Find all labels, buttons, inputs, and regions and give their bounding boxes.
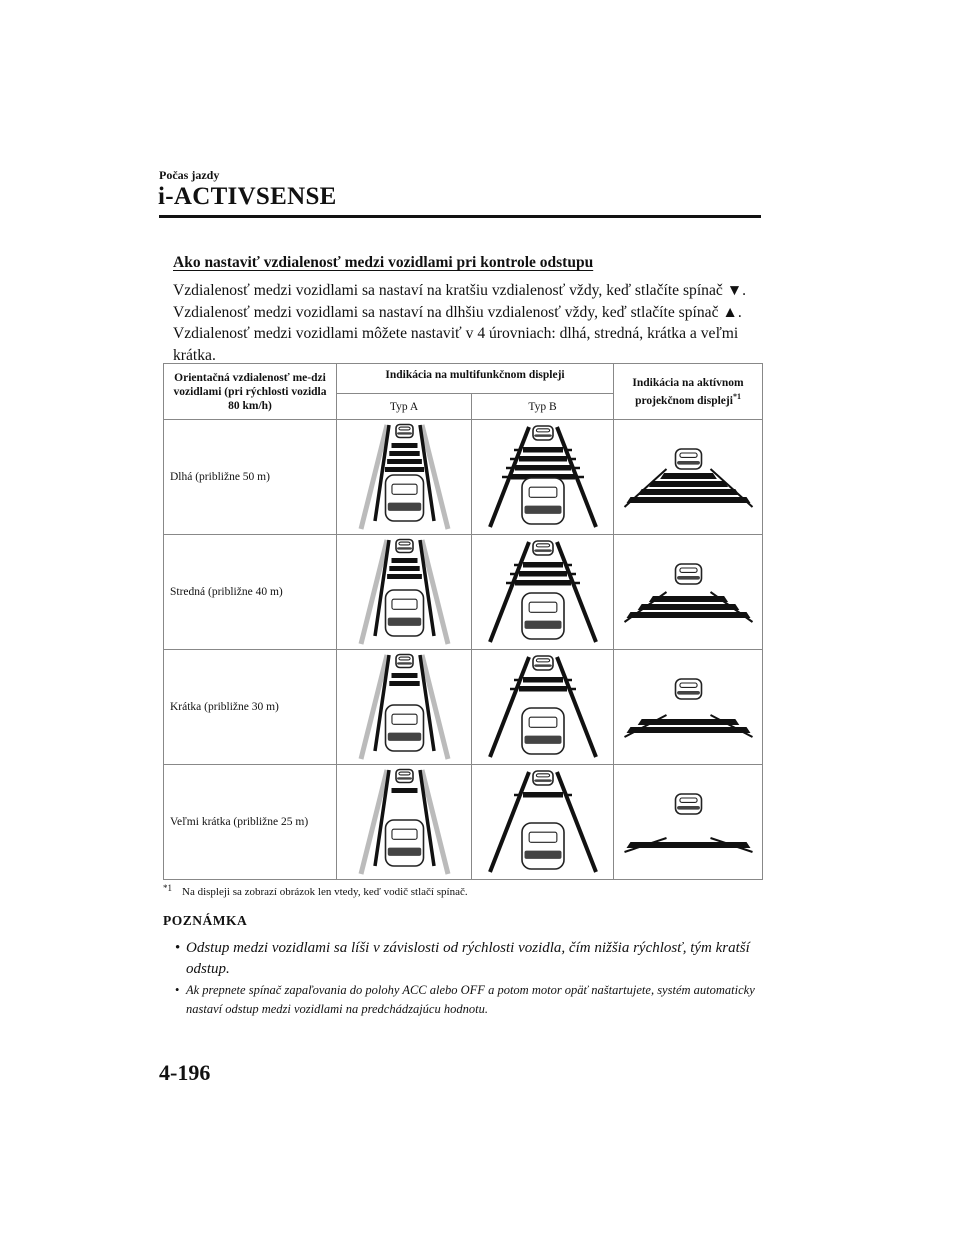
lead-car <box>676 449 702 469</box>
lead-car-bumper <box>677 461 700 465</box>
lead-car <box>533 426 553 440</box>
intro-line-shorter: Vzdialenosť medzi vozidlami sa nastaví na kratšiu vzdialenosť vždy, keď stlačíte spínač ▼. <box>173 282 747 299</box>
lead-car-window <box>399 542 410 545</box>
distance-bar <box>389 566 419 571</box>
lead-car-bumper <box>397 432 412 434</box>
distance-bar <box>515 580 571 586</box>
own-car-window <box>392 599 417 609</box>
own-car-window <box>392 484 417 494</box>
lead-car-window <box>536 429 549 432</box>
distance-bar <box>638 604 740 610</box>
col-header-type-b: Typ B <box>472 394 614 420</box>
row-label: Dlhá (približne 50 m) <box>164 420 337 535</box>
lead-car <box>533 771 553 785</box>
row-label: Krátka (približne 30 m) <box>164 650 337 765</box>
lead-car-bumper <box>397 777 412 779</box>
own-car <box>386 475 424 521</box>
lead-car-bumper <box>677 691 700 695</box>
distance-table <box>163 363 763 880</box>
distance-bar <box>660 473 717 479</box>
lead-car <box>533 541 553 555</box>
type-b-illustration <box>472 765 614 880</box>
lead-car <box>676 679 702 699</box>
footnote-text: Na displeji sa zobrazí obrázok len vtedy, keď vodič stlačí spínač. <box>182 886 468 898</box>
type-b-illustration <box>472 535 614 650</box>
lead-car-bumper <box>534 549 552 552</box>
distance-bar <box>515 465 571 471</box>
type-b-illustration <box>472 650 614 765</box>
lane-edge-right <box>711 715 753 737</box>
note-item <box>175 938 755 980</box>
distance-bar <box>389 451 419 456</box>
distance-bar <box>392 443 418 448</box>
own-car <box>522 708 564 754</box>
hud-illustration <box>614 420 763 535</box>
col-header-type-a: Typ A <box>337 394 472 420</box>
distance-bar <box>389 681 419 686</box>
col-header-multi-display: Indikácia na multifunkčnom displeji <box>337 364 614 394</box>
row-label: Veľmi krátka (približne 25 m) <box>164 765 337 880</box>
lead-car-window <box>536 659 549 662</box>
lead-car-window <box>536 544 549 547</box>
distance-bar <box>649 481 728 487</box>
lead-car-bumper <box>397 547 412 549</box>
lead-car-window <box>680 683 697 687</box>
lead-car-window <box>399 427 410 430</box>
lead-car-window <box>680 568 697 572</box>
lead-car <box>396 655 413 668</box>
distance-bar <box>392 558 418 563</box>
own-car <box>522 478 564 524</box>
lead-car-bumper <box>534 664 552 667</box>
intro-line-longer: Vzdialenosť medzi vozidlami sa nastaví na dlhšiu vzdialenosť vždy, keď stlačíte spínač ▲. <box>173 303 742 321</box>
distance-bar <box>638 489 740 495</box>
lead-car-window <box>680 798 697 802</box>
own-car <box>386 590 424 636</box>
hud-illustration <box>614 765 763 880</box>
lead-car-window <box>399 657 410 660</box>
distance-bar <box>627 497 751 503</box>
table-row <box>164 420 763 535</box>
own-car-bumper <box>388 733 421 741</box>
lane-edge-left <box>625 715 667 737</box>
own-car-window <box>529 602 557 612</box>
lead-car <box>396 425 413 438</box>
distance-bar <box>638 719 740 725</box>
distance-bar <box>387 574 422 579</box>
section-label: Počas jazdy <box>159 168 220 182</box>
intro-line-levels: Vzdialenosť medzi vozidlami môžete nastaviť v 4 úrovniach: dlhá, stredná, krátka a veľmi krátka. <box>173 325 739 364</box>
own-car-bumper <box>525 621 562 629</box>
own-car-window <box>529 487 557 497</box>
table-row <box>164 535 763 650</box>
own-car-bumper <box>525 736 562 744</box>
type-a-illustration <box>337 420 472 535</box>
distance-bar <box>523 447 563 453</box>
lead-car <box>533 656 553 670</box>
hud-illustration <box>614 535 763 650</box>
distance-bar <box>519 456 567 462</box>
own-car-bumper <box>525 851 562 859</box>
own-car-window <box>392 829 417 839</box>
own-car <box>522 593 564 639</box>
lead-car-bumper <box>677 576 700 580</box>
hud-footnote-mark: *1 <box>732 391 741 401</box>
bullet: • <box>175 983 180 997</box>
hud-illustration <box>614 650 763 765</box>
footnote-mark: *1 <box>163 883 172 893</box>
lead-car <box>676 794 702 814</box>
own-car <box>522 823 564 869</box>
lead-car-bumper <box>677 806 700 810</box>
type-a-illustration <box>337 535 472 650</box>
note-item <box>175 981 755 1019</box>
bullet: • <box>175 940 181 956</box>
note-text: Ak prepnete spínač zapaľovania do polohy ACC alebo OFF a potom motor opäť naštartujete, systém automaticky nastaví odstup medzi vozidlami na predchádzajúcu hodnotu. <box>186 983 755 1016</box>
own-car-bumper <box>525 506 562 514</box>
lead-car-bumper <box>534 779 552 782</box>
distance-bar <box>649 596 728 602</box>
table-row <box>164 650 763 765</box>
lead-car <box>676 564 702 584</box>
col-header-hud: Indikácia na aktívnom projekčnom displeji$^{*1}$ <box>614 364 763 420</box>
header-rule <box>159 215 761 218</box>
own-car-bumper <box>388 848 421 856</box>
table-row <box>164 765 763 880</box>
own-car <box>386 705 424 751</box>
footnote <box>163 883 468 898</box>
distance-bar <box>627 842 751 848</box>
own-car-window <box>392 714 417 724</box>
note-title: POZNÁMKA <box>163 913 248 928</box>
row-label: Stredná (približne 40 m) <box>164 535 337 650</box>
lead-car-bumper <box>534 434 552 437</box>
distance-bar <box>523 792 563 798</box>
type-a-illustration <box>337 650 472 765</box>
distance-bar <box>519 571 567 577</box>
sub-heading: Ako nastaviť vzdialenosť medzi vozidlami pri kontrole odstupu <box>173 254 594 271</box>
distance-bar <box>523 677 563 683</box>
lead-car-window <box>680 453 697 457</box>
lead-car <box>396 540 413 553</box>
intro-text <box>173 280 763 366</box>
distance-bar <box>387 459 422 464</box>
col-header-distance: Orientačná vzdialenosť me-dzi vozidlami (pri rýchlosti vozidla 80 km/h) <box>164 364 337 420</box>
distance-bar <box>627 612 751 618</box>
distance-bar <box>385 467 424 472</box>
lead-car-bumper <box>397 662 412 664</box>
type-a-illustration <box>337 765 472 880</box>
lead-car-window <box>536 774 549 777</box>
distance-bar <box>523 562 563 568</box>
lead-car-window <box>399 772 410 775</box>
chapter-title: i-ACTIVSENSE <box>158 183 337 210</box>
own-car-window <box>529 717 557 727</box>
distance-bar <box>392 673 418 678</box>
type-b-illustration <box>472 420 614 535</box>
page-number: 4-196 <box>159 1060 211 1085</box>
own-car-bumper <box>388 618 421 626</box>
lead-car <box>396 770 413 783</box>
own-car-bumper <box>388 503 421 511</box>
own-car <box>386 820 424 866</box>
own-car-window <box>529 832 557 842</box>
distance-bar <box>519 686 567 692</box>
distance-bar <box>392 788 418 793</box>
note-text: Odstup medzi vozidlami sa líši v závislosti od rýchlosti vozidla, čím nižšia rýchlosť, tým kratší odstup. <box>186 940 750 977</box>
distance-bar <box>627 727 751 733</box>
